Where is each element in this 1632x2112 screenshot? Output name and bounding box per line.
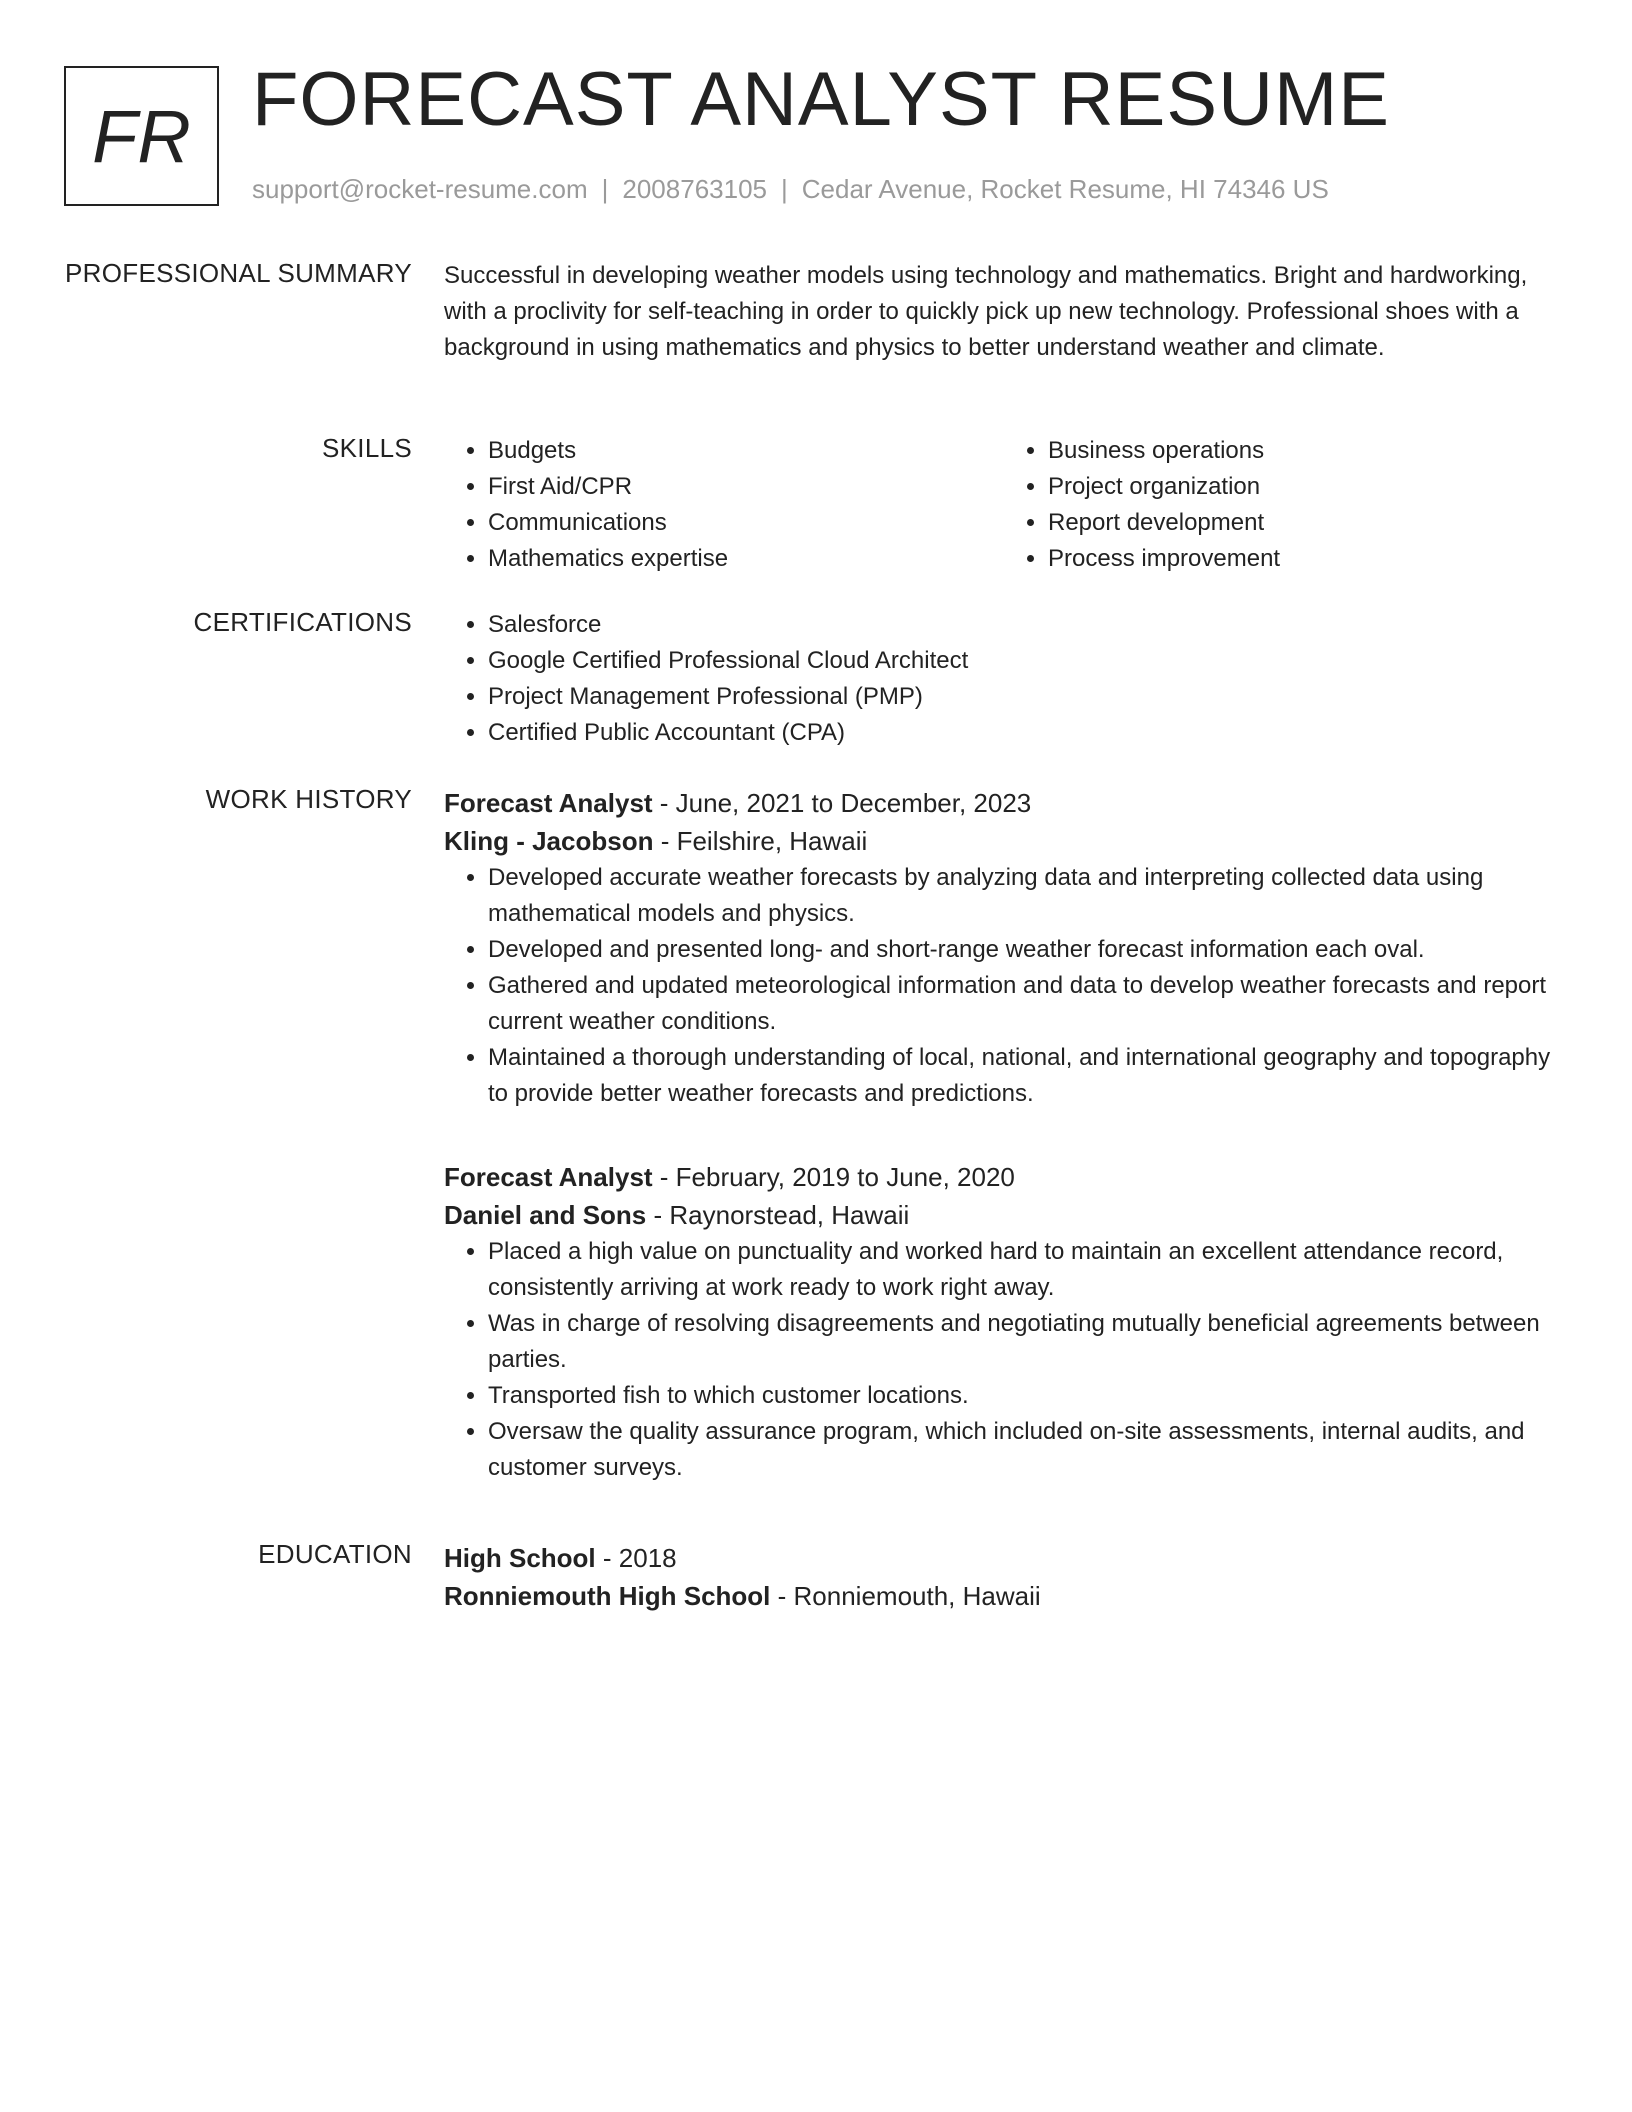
contact-phone[interactable]: 2008763105 (622, 174, 767, 204)
job-title-line (444, 1158, 1564, 1196)
job-duty: • Was in charge of resolving disagreements and negotiating mutually beneficial agreements between parties. (488, 1306, 1564, 1378)
job-company-line (444, 1196, 1564, 1234)
certification-item: • Salesforce (488, 607, 1564, 643)
job-dates: - February, 2019 to June, 2020 (652, 1162, 1015, 1192)
skill-item: • Process improvement (1048, 541, 1564, 577)
skill-item: • First Aid/CPR (488, 469, 1004, 505)
job-duty: • Developed and presented long- and short-range weather forecast information each oval. (488, 932, 1564, 968)
job-title: Forecast Analyst (444, 1162, 653, 1192)
certifications-list (444, 607, 1564, 751)
skills-body (444, 433, 1564, 577)
job-location: - Feilshire, Hawaii (653, 826, 868, 856)
education-school: Ronniemouth High School (444, 1581, 771, 1611)
job-duty: • Oversaw the quality assurance program, which included on-site assessments, internal audits, and customer surveys. (488, 1414, 1564, 1486)
job-company-line (444, 822, 1564, 860)
page-title: FORECAST ANALYST RESUME (252, 57, 1390, 142)
education-degree-line (444, 1539, 1564, 1577)
job-duty: • Gathered and updated meteorological information and data to develop weather forecasts and report current weather conditions. (488, 968, 1564, 1040)
job-company: Kling - Jacobson (444, 826, 654, 856)
monogram-badge (64, 66, 219, 206)
job-title-line (444, 784, 1564, 822)
summary-text: Successful in developing weather models using technology and mathematics. Bright and hardworking, with a proclivity for self-teaching in order to quickly pick up new technology. Professional shoes with a background in using mathematics and physics to better understand weather and climate. (444, 262, 1528, 361)
contact-separator: | (781, 174, 788, 204)
job-title: Forecast Analyst (444, 788, 653, 818)
skill-item: • Communications (488, 505, 1004, 541)
job-duty: • Placed a high value on punctuality and worked hard to maintain an excellent attendance record, consistently arriving at work ready to work right away. (488, 1234, 1564, 1306)
certifications-heading: CERTIFICATIONS (193, 607, 412, 637)
job-entry (444, 1158, 1564, 1486)
work-history-heading: WORK HISTORY (205, 784, 412, 814)
skills-list-right (1004, 433, 1564, 577)
certifications-body (444, 607, 1564, 751)
contact-line (252, 174, 1329, 205)
job-duty: • Developed accurate weather forecasts by analyzing data and interpreting collected data using mathematical models and physics. (488, 860, 1564, 932)
monogram-text: FR (92, 94, 191, 178)
skill-item: • Business operations (1048, 433, 1564, 469)
skill-item: • Mathematics expertise (488, 541, 1004, 577)
work-history-body (444, 784, 1564, 1486)
skills-heading: SKILLS (322, 433, 412, 463)
job-location: - Raynorstead, Hawaii (646, 1200, 910, 1230)
summary-heading: PROFESSIONAL SUMMARY (65, 258, 412, 288)
skill-item: • Project organization (1048, 469, 1564, 505)
job-duty: • Maintained a thorough understanding of local, national, and international geography and topography to provide better weather forecasts and predictions. (488, 1040, 1564, 1112)
education-location: - Ronniemouth, Hawaii (770, 1581, 1041, 1611)
job-duties-list (444, 1234, 1564, 1486)
education-body (444, 1539, 1564, 1615)
certification-item: • Project Management Professional (PMP) (488, 679, 1564, 715)
skills-list-left (444, 433, 1004, 577)
contact-email[interactable]: support@rocket-resume.com (252, 174, 588, 204)
education-degree: High School (444, 1543, 596, 1573)
education-year: - 2018 (595, 1543, 677, 1573)
job-company: Daniel and Sons (444, 1200, 647, 1230)
job-duty: • Transported fish to which customer locations. (488, 1378, 1564, 1414)
education-school-line (444, 1577, 1564, 1615)
job-entry (444, 784, 1564, 1112)
job-duties-list (444, 860, 1564, 1112)
skill-item: • Budgets (488, 433, 1004, 469)
certification-item: • Google Certified Professional Cloud Architect (488, 643, 1564, 679)
contact-separator: | (601, 174, 609, 204)
job-dates: - June, 2021 to December, 2023 (652, 788, 1032, 818)
certification-item: • Certified Public Accountant (CPA) (488, 715, 1564, 751)
skill-item: • Report development (1048, 505, 1564, 541)
education-heading: EDUCATION (258, 1539, 412, 1569)
summary-body (444, 258, 1564, 366)
contact-address: Cedar Avenue, Rocket Resume, HI 74346 US (801, 174, 1329, 204)
